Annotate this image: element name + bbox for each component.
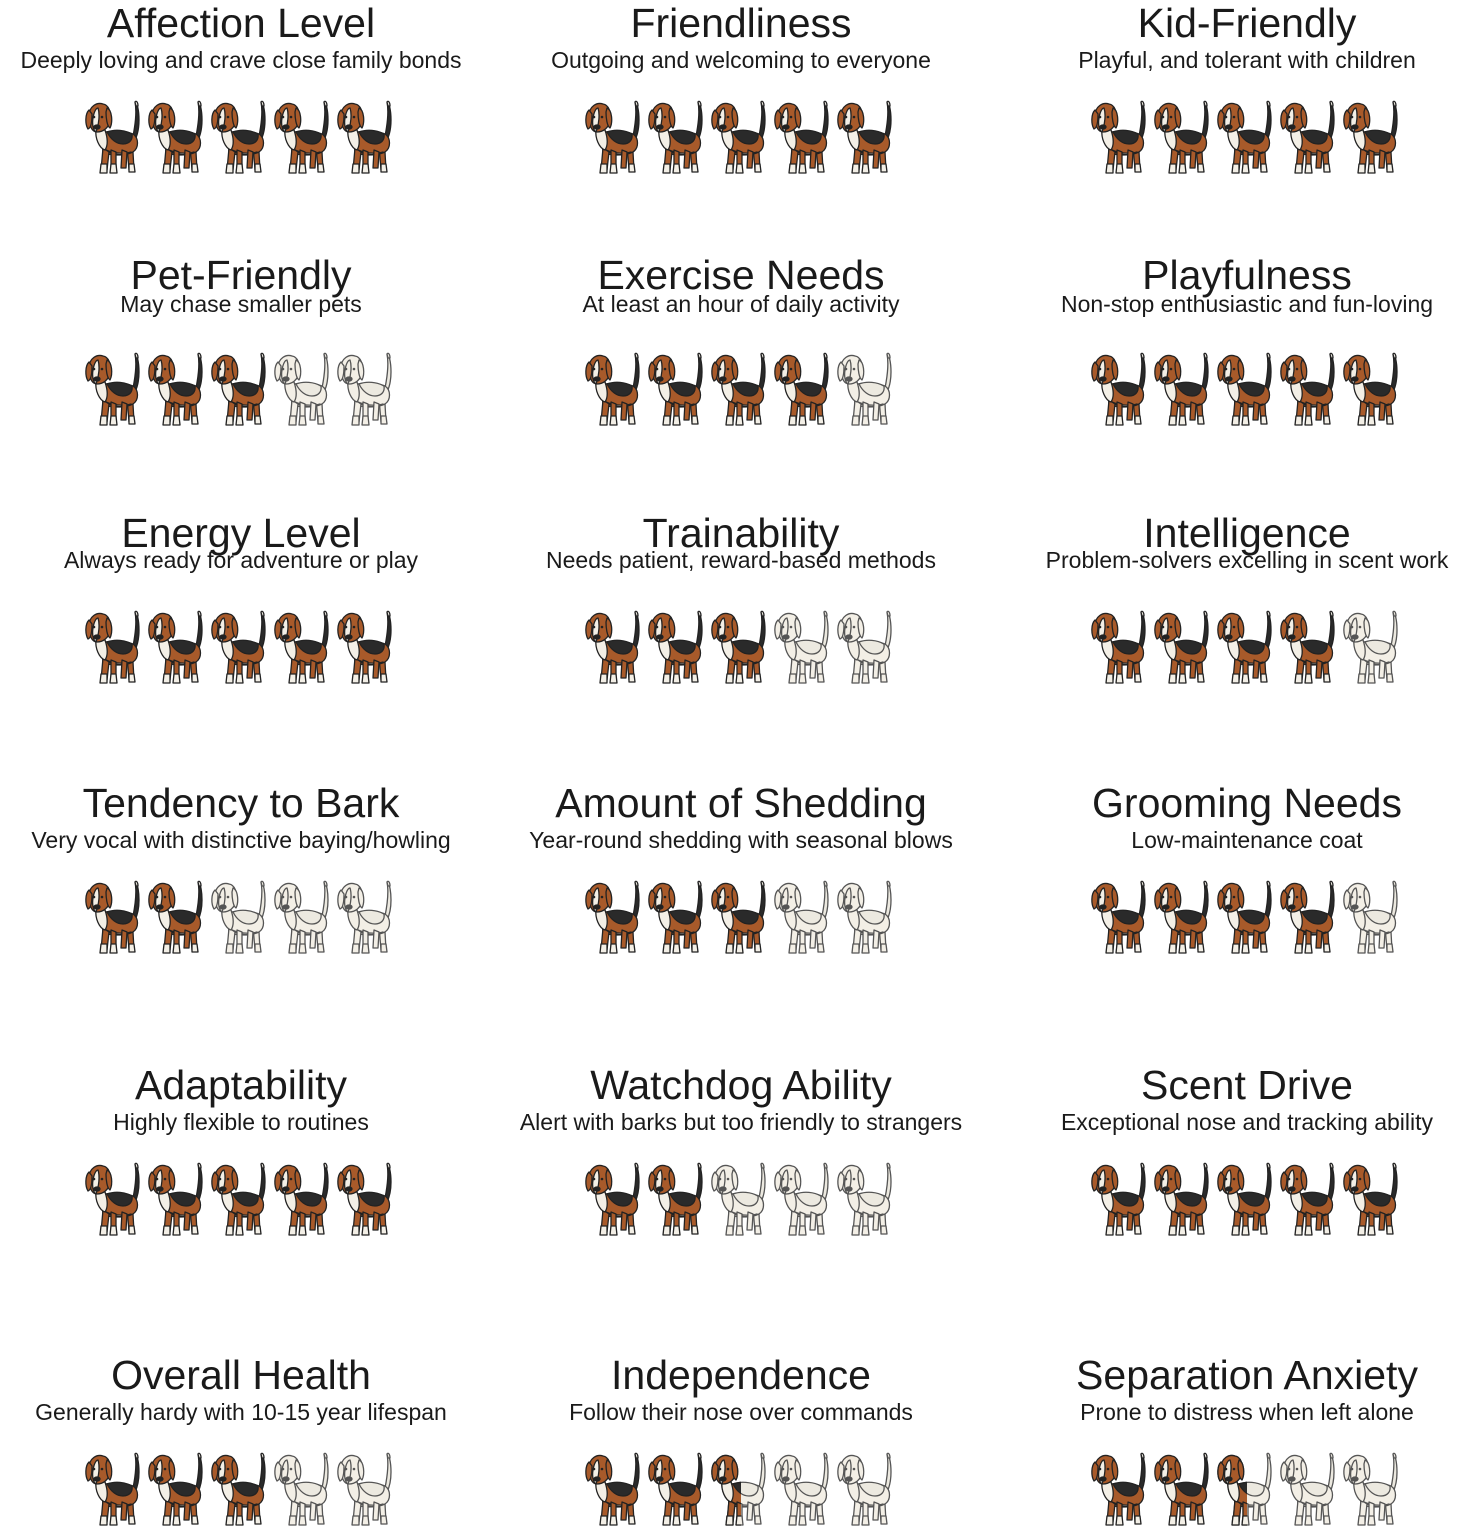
trait-title: Trainability xyxy=(642,510,840,556)
trait-title: Playfulness xyxy=(1142,252,1352,298)
trait-description: Outgoing and welcoming to everyone xyxy=(551,47,931,73)
beagle-icon xyxy=(1215,96,1279,176)
trait-card xyxy=(0,0,488,74)
trait-rating xyxy=(0,348,488,432)
beagle-icon-partial xyxy=(1215,1448,1279,1528)
beagle-icon xyxy=(1152,1448,1216,1528)
beagle-icon xyxy=(646,606,710,686)
trait-description: Highly flexible to routines xyxy=(113,1109,369,1135)
trait-rating xyxy=(1000,348,1481,432)
trait-description: Needs patient, reward-based methods xyxy=(546,547,936,573)
beagle-icon xyxy=(1278,606,1342,686)
trait-description: Year-round shedding with seasonal blows xyxy=(529,827,953,853)
trait-card xyxy=(494,780,988,854)
beagle-icon xyxy=(272,606,336,686)
beagle-icon xyxy=(335,606,399,686)
beagle-icon xyxy=(583,1448,647,1528)
beagle-icon xyxy=(646,1158,710,1238)
trait-title: Independence xyxy=(611,1352,871,1398)
trait-card xyxy=(0,510,488,574)
trait-title: Separation Anxiety xyxy=(1076,1352,1418,1398)
beagle-icon xyxy=(83,876,147,956)
beagle-icon xyxy=(335,876,399,956)
trait-rating xyxy=(494,1448,988,1532)
trait-rating xyxy=(0,1158,488,1242)
beagle-icon xyxy=(1278,96,1342,176)
beagle-icon xyxy=(583,606,647,686)
beagle-icon xyxy=(772,1448,836,1528)
trait-title: Overall Health xyxy=(111,1352,371,1398)
beagle-icon xyxy=(583,876,647,956)
beagle-icon xyxy=(646,1448,710,1528)
trait-rating xyxy=(1000,606,1481,690)
beagle-icon xyxy=(1341,1158,1405,1238)
trait-description: Non-stop enthusiastic and fun-loving xyxy=(1060,291,1434,317)
trait-card xyxy=(0,1352,488,1426)
beagle-icon xyxy=(1278,876,1342,956)
trait-description: Prone to distress when left alone xyxy=(1080,1399,1414,1425)
trait-title: Intelligence xyxy=(1143,510,1351,556)
beagle-icon xyxy=(1341,876,1405,956)
beagle-icon xyxy=(1278,348,1342,428)
beagle-icon xyxy=(1089,96,1153,176)
trait-description: Always ready for adventure or play xyxy=(63,547,419,573)
trait-title: Grooming Needs xyxy=(1092,780,1402,826)
beagle-icon xyxy=(83,96,147,176)
trait-rating xyxy=(0,876,488,960)
trait-card xyxy=(0,1062,488,1136)
trait-title: Affection Level xyxy=(106,0,376,46)
trait-card xyxy=(0,780,488,854)
beagle-icon xyxy=(146,348,210,428)
beagle-icon xyxy=(646,876,710,956)
beagle-icon xyxy=(1089,876,1153,956)
beagle-icon xyxy=(709,1158,773,1238)
trait-description: Generally hardy with 10-15 year lifespan xyxy=(35,1399,447,1425)
beagle-icon xyxy=(1278,1158,1342,1238)
beagle-icon xyxy=(209,96,273,176)
beagle-icon xyxy=(835,606,899,686)
beagle-icon xyxy=(146,96,210,176)
beagle-icon xyxy=(772,96,836,176)
beagle-icon xyxy=(1152,96,1216,176)
beagle-icon xyxy=(209,348,273,428)
beagle-icon xyxy=(709,96,773,176)
trait-card xyxy=(494,0,988,74)
trait-title: Watchdog Ability xyxy=(590,1062,892,1108)
trait-rating xyxy=(0,96,488,180)
beagle-icon xyxy=(272,1448,336,1528)
beagle-icon xyxy=(1152,1158,1216,1238)
beagle-icon xyxy=(209,1448,273,1528)
trait-title: Exercise Needs xyxy=(597,252,885,298)
trait-card xyxy=(1000,252,1481,318)
beagle-icon xyxy=(835,348,899,428)
beagle-icon xyxy=(1089,1448,1153,1528)
beagle-icon xyxy=(835,1448,899,1528)
beagle-icon xyxy=(772,606,836,686)
beagle-icon xyxy=(1215,876,1279,956)
beagle-icon xyxy=(772,348,836,428)
beagle-icon xyxy=(146,606,210,686)
trait-rating xyxy=(1000,96,1481,180)
trait-description: Deeply loving and crave close family bonds xyxy=(20,47,462,73)
trait-title: Tendency to Bark xyxy=(82,780,400,826)
trait-description: Alert with barks but too friendly to strangers xyxy=(519,1109,963,1135)
trait-title: Friendliness xyxy=(630,0,852,46)
beagle-icon xyxy=(1152,876,1216,956)
trait-rating xyxy=(1000,876,1481,960)
trait-rating xyxy=(1000,1158,1481,1242)
beagle-icon xyxy=(209,876,273,956)
beagle-icon xyxy=(1215,348,1279,428)
beagle-icon xyxy=(709,606,773,686)
beagle-icon xyxy=(1215,1158,1279,1238)
beagle-icon xyxy=(835,1158,899,1238)
beagle-icon-partial xyxy=(709,1448,773,1528)
trait-rating xyxy=(494,96,988,180)
trait-rating xyxy=(0,606,488,690)
trait-title: Kid-Friendly xyxy=(1137,0,1357,46)
beagle-icon xyxy=(709,348,773,428)
beagle-icon xyxy=(146,1158,210,1238)
beagle-icon xyxy=(1341,96,1405,176)
beagle-icon xyxy=(835,96,899,176)
beagle-icon xyxy=(272,1158,336,1238)
trait-card xyxy=(494,1352,988,1426)
trait-title: Pet-Friendly xyxy=(130,252,352,298)
trait-rating xyxy=(494,606,988,690)
beagle-icon xyxy=(1089,348,1153,428)
trait-card xyxy=(1000,1062,1481,1136)
beagle-icon xyxy=(583,96,647,176)
beagle-icon xyxy=(709,876,773,956)
beagle-icon xyxy=(146,876,210,956)
beagle-icon xyxy=(1341,348,1405,428)
beagle-icon xyxy=(1152,606,1216,686)
trait-title: Scent Drive xyxy=(1141,1062,1353,1108)
beagle-icon xyxy=(1152,348,1216,428)
beagle-icon xyxy=(583,348,647,428)
trait-rating xyxy=(0,1448,488,1532)
trait-rating xyxy=(1000,1448,1481,1532)
beagle-icon xyxy=(335,348,399,428)
beagle-icon xyxy=(772,876,836,956)
beagle-icon xyxy=(335,96,399,176)
trait-title: Amount of Shedding xyxy=(555,780,927,826)
trait-rating xyxy=(494,1158,988,1242)
trait-description: May chase smaller pets xyxy=(120,291,362,317)
beagle-icon xyxy=(772,1158,836,1238)
trait-card xyxy=(494,1062,988,1136)
beagle-icon xyxy=(272,876,336,956)
beagle-icon xyxy=(83,348,147,428)
beagle-icon xyxy=(335,1158,399,1238)
beagle-icon xyxy=(1089,1158,1153,1238)
beagle-icon xyxy=(835,876,899,956)
beagle-icon xyxy=(1278,1448,1342,1528)
trait-description: Follow their nose over commands xyxy=(569,1399,913,1425)
beagle-icon xyxy=(272,348,336,428)
trait-rating xyxy=(494,876,988,960)
trait-card xyxy=(0,252,488,318)
trait-description: Problem-solvers excelling in scent work xyxy=(1045,547,1449,573)
beagle-icon xyxy=(1089,606,1153,686)
trait-card xyxy=(1000,510,1481,574)
beagle-icon xyxy=(83,1158,147,1238)
beagle-icon xyxy=(1341,606,1405,686)
trait-description: Low-maintenance coat xyxy=(1131,827,1363,853)
trait-title: Energy Level xyxy=(121,510,361,556)
beagle-icon xyxy=(209,1158,273,1238)
trait-card xyxy=(1000,1352,1481,1426)
trait-card xyxy=(494,252,988,318)
trait-rating xyxy=(494,348,988,432)
beagle-icon xyxy=(83,606,147,686)
beagle-icon xyxy=(83,1448,147,1528)
trait-title: Adaptability xyxy=(135,1062,347,1108)
beagle-icon xyxy=(646,96,710,176)
trait-description: At least an hour of daily activity xyxy=(582,291,900,317)
beagle-icon xyxy=(583,1158,647,1238)
beagle-icon xyxy=(146,1448,210,1528)
trait-description: Very vocal with distinctive baying/howling xyxy=(31,827,451,853)
trait-description: Exceptional nose and tracking ability xyxy=(1060,1109,1434,1135)
beagle-icon xyxy=(646,348,710,428)
beagle-icon xyxy=(272,96,336,176)
beagle-icon xyxy=(335,1448,399,1528)
trait-card xyxy=(494,510,988,574)
trait-description: Playful, and tolerant with children xyxy=(1078,47,1416,73)
beagle-icon xyxy=(1215,606,1279,686)
trait-card xyxy=(1000,0,1481,74)
beagle-icon xyxy=(1341,1448,1405,1528)
beagle-icon xyxy=(209,606,273,686)
trait-card xyxy=(1000,780,1481,854)
